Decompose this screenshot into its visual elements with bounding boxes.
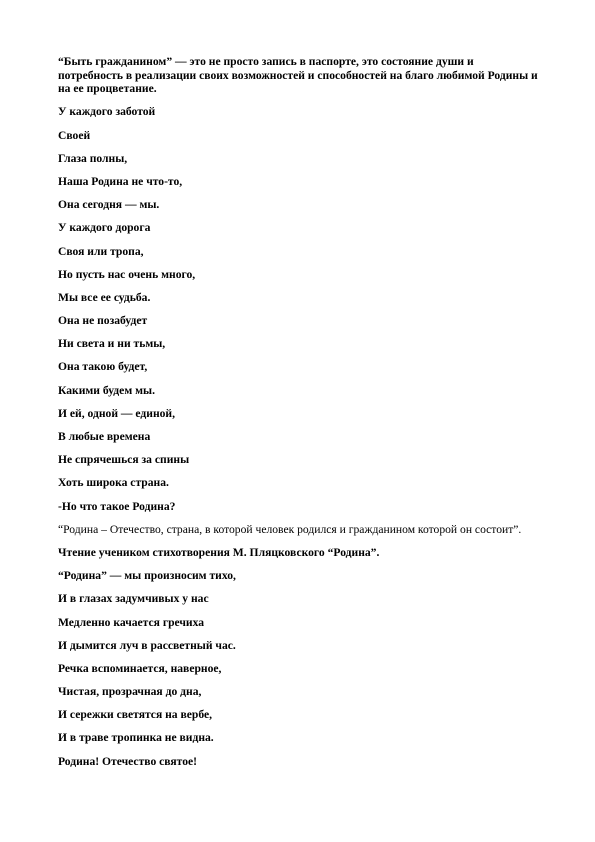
paragraph: Она сегодня — мы. [58, 198, 160, 212]
paragraph: И в траве тропинка не видна. [58, 731, 214, 745]
paragraph: Речка вспоминается, наверное, [58, 661, 222, 675]
paragraph: Медленно качается гречиха [58, 615, 205, 629]
paragraph: “Родина” — мы произносим тихо, [58, 569, 236, 583]
paragraph: Чистая, прозрачная до дна, [58, 685, 202, 699]
paragraph: Какими будем мы. [58, 383, 155, 397]
paragraph: Мы все ее судьба. [58, 290, 151, 304]
paragraph: Ни света и ни тьмы, [58, 337, 166, 351]
paragraph: Не спрячешься за спины [58, 453, 190, 467]
paragraph: Родина! Отечество святое! [58, 754, 198, 768]
paragraph: У каждого дорога [58, 221, 151, 235]
paragraph: Но пусть нас очень много, [58, 267, 196, 281]
paragraph: И дымится луч в рассветный час. [58, 638, 236, 652]
paragraph: “Быть гражданином” — это не просто запись в паспорте, это состояние души и потребность в реализации своих возможностей и способностей на благо любимой Родины и на ее процветание. [58, 55, 538, 96]
document-page [58, 55, 538, 778]
paragraph: И в глазах задумчивых у нас [58, 592, 209, 606]
paragraph: У каждого заботой [58, 105, 156, 119]
paragraph: Своей [58, 128, 91, 142]
paragraph: Чтение учеником стихотворения М. Пляцковского “Родина”. [58, 545, 380, 559]
paragraph: Она не позабудет [58, 314, 148, 328]
paragraph: “Родина – Отечество, страна, в которой человек родился и гражданином которой он состоит”. [58, 522, 522, 536]
paragraph: И ей, одной — единой, [58, 406, 176, 420]
paragraph: В любые времена [58, 430, 151, 443]
paragraph: Она такою будет, [58, 360, 148, 374]
paragraph: -Но что такое Родина? [58, 499, 176, 513]
paragraph: И сережки светятся на вербе, [58, 708, 213, 722]
paragraph: Своя или тропа, [58, 244, 144, 258]
paragraph: Глаза полны, [58, 151, 128, 165]
paragraph: Хоть широка страна. [58, 476, 169, 490]
paragraph: Наша Родина не что-то, [58, 174, 183, 188]
